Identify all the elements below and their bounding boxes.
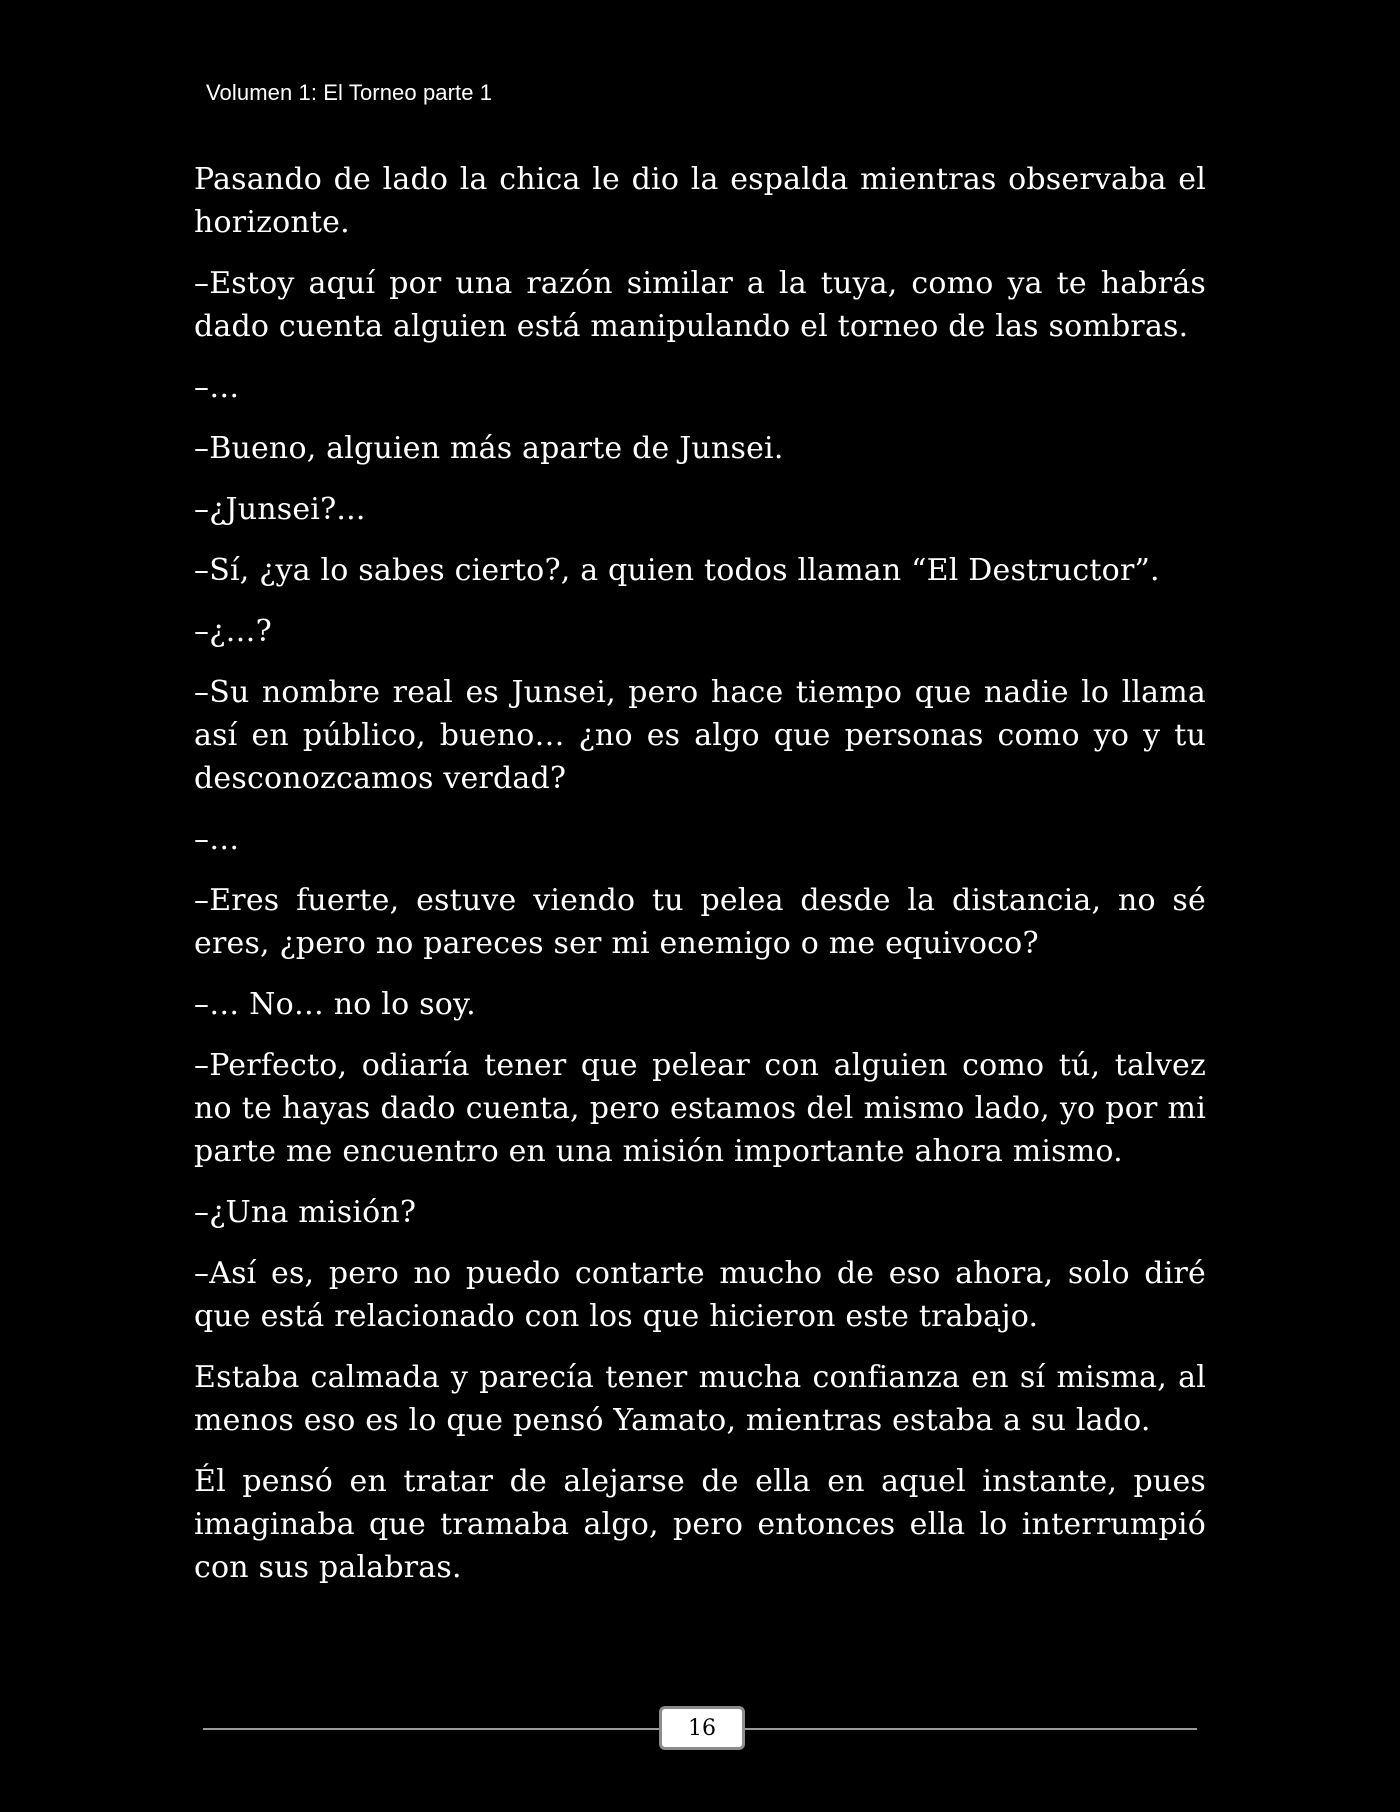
paragraph: –Estoy aquí por una razón similar a la tuya, como ya te habrás dado cuenta alguien está manipulando el torneo de las sombras. — [194, 266, 1206, 344]
paragraph: Estaba calmada y parecía tener mucha confianza en sí misma, al menos eso es lo que pensó Yamato, mientras estaba a su lado. — [194, 1360, 1206, 1438]
paragraph: –… — [194, 370, 240, 405]
page-footer — [203, 1706, 1197, 1752]
page-body — [194, 158, 1206, 1607]
paragraph: –¿Junsei?... — [194, 492, 366, 527]
paragraph: –… — [194, 822, 240, 857]
paragraph: Él pensó en tratar de alejarse de ella en aquel instante, pues imaginaba que tramaba algo, pero entonces ella lo interrumpió con sus palabras. — [194, 1464, 1206, 1585]
paragraph: Pasando de lado la chica le dio la espalda mientras observaba el horizonte. — [194, 162, 1206, 240]
paragraph: –Su nombre real es Junsei, pero hace tiempo que nadie lo llama así en público, bueno… ¿no es algo que personas como yo y tu desconozcamos verdad? — [194, 675, 1206, 796]
paragraph: –Sí, ¿ya lo sabes cierto?, a quien todos llaman “El Destructor”. — [194, 553, 1160, 588]
footer-rule-right — [745, 1728, 1197, 1730]
page-header-title: Volumen 1: El Torneo parte 1 — [206, 80, 493, 105]
page-number-box — [659, 1706, 745, 1750]
paragraph: –¿Una misión? — [194, 1195, 417, 1230]
paragraph: –Perfecto, odiaría tener que pelear con alguien como tú, talvez no te hayas dado cuenta, pero estamos del mismo lado, yo por mi parte me encuentro en una misión importante ahora mismo. — [194, 1048, 1206, 1169]
footer-rule-left — [203, 1728, 659, 1730]
paragraph: –Eres fuerte, estuve viendo tu pelea desde la distancia, no sé eres, ¿pero no pareces ser mi enemigo o me equivoco? — [194, 883, 1206, 961]
paragraph: –¿…? — [194, 614, 272, 649]
paragraph: –Bueno, alguien más aparte de Junsei. — [194, 431, 784, 466]
page-number: 16 — [688, 1715, 716, 1741]
paragraph: –Así es, pero no puedo contarte mucho de eso ahora, solo diré que está relacionado con los que hicieron este trabajo. — [194, 1256, 1206, 1334]
paragraph: –… No… no lo soy. — [194, 987, 476, 1022]
